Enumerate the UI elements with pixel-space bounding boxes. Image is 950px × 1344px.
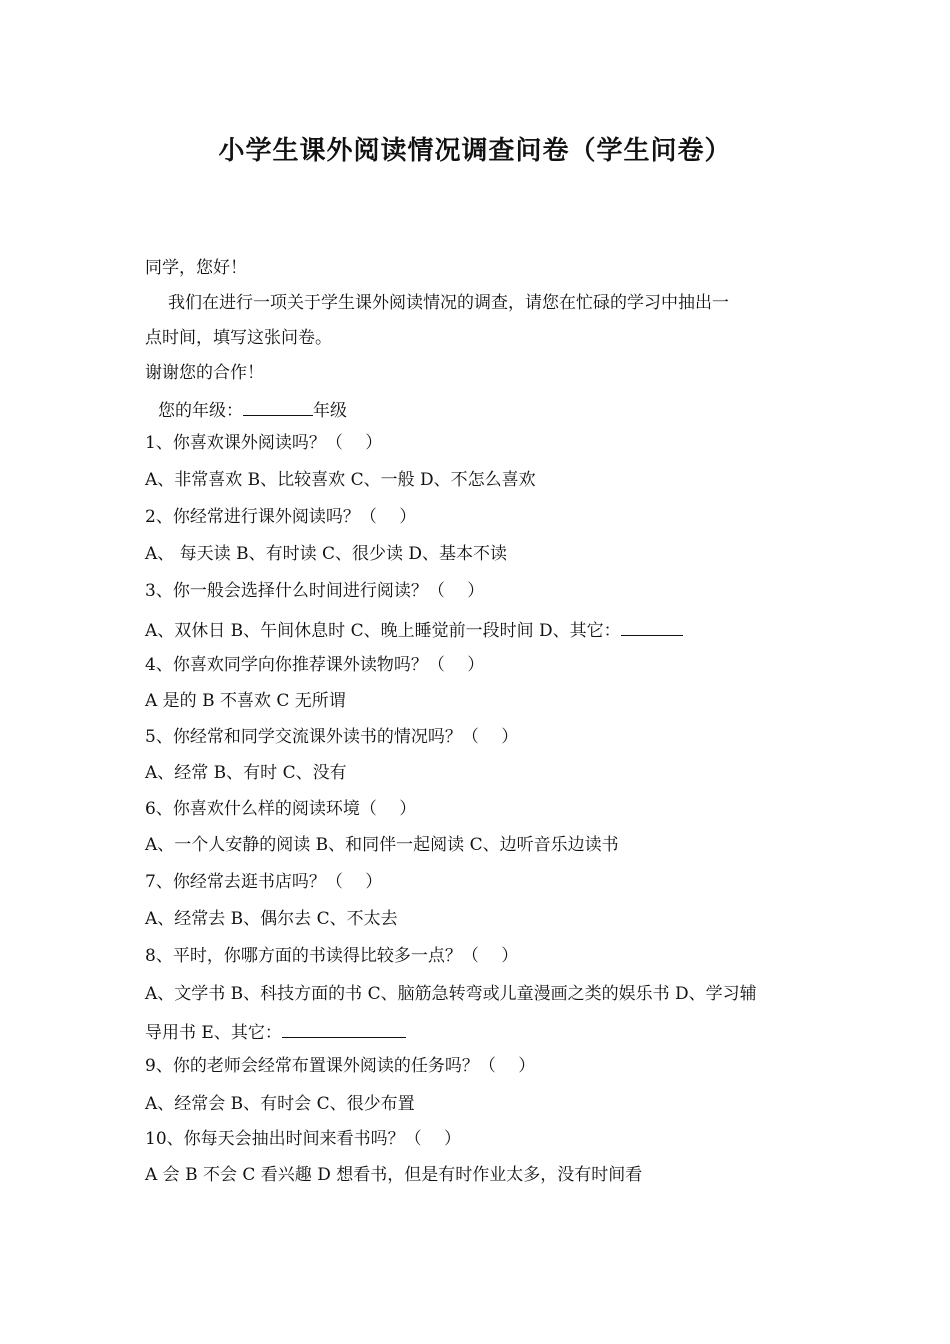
answers-3: A、双休日 B、午间休息时 C、晚上睡觉前一段时间 D、其它： bbox=[145, 621, 621, 641]
answers-3-row bbox=[145, 617, 815, 642]
question-10: 10、你每天会抽出时间来看书吗？（ ） bbox=[145, 1129, 462, 1149]
answers-5: A、经常 B、有时 C、没有 bbox=[145, 763, 347, 783]
answers-9: A、经常会 B、有时会 C、很少布置 bbox=[145, 1094, 415, 1114]
answers-8-continued: 导用书 E、其它： bbox=[145, 1023, 282, 1043]
question-8: 8、平时，你哪方面的书读得比较多一点？（ ） bbox=[145, 946, 519, 966]
question-9: 9、你的老师会经常布置课外阅读的任务吗？（ ） bbox=[145, 1056, 536, 1076]
question-2: 2、你经常进行课外阅读吗？（ ） bbox=[145, 507, 417, 527]
answers-8: A、文学书 B、科技方面的书 C、脑筋急转弯或儿童漫画之类的娱乐书 D、学习辅 bbox=[145, 984, 757, 1004]
answers-10: A 会 B 不会 C 看兴趣 D 想看书，但是有时作业太多，没有时间看 bbox=[145, 1165, 643, 1185]
question-4: 4、你喜欢同学向你推荐课外读物吗？（ ） bbox=[145, 655, 485, 675]
question-5: 5、你经常和同学交流课外读书的情况吗？（ ） bbox=[145, 727, 519, 747]
answers-1: A、非常喜欢 B、比较喜欢 C、一般 D、不怎么喜欢 bbox=[145, 470, 536, 490]
question-3: 3、你一般会选择什么时间进行阅读？（ ） bbox=[145, 581, 485, 601]
answers-7: A、经常去 B、偶尔去 C、不太去 bbox=[145, 909, 398, 929]
greeting: 同学，您好！ bbox=[145, 258, 247, 278]
thanks-text: 谢谢您的合作！ bbox=[145, 363, 264, 383]
other-blank-field-3[interactable] bbox=[621, 617, 683, 636]
question-6: 6、你喜欢什么样的阅读环境（ ） bbox=[145, 799, 417, 819]
grade-field-row bbox=[158, 397, 828, 422]
other-blank-field-8[interactable] bbox=[282, 1019, 406, 1038]
intro-line-2: 点时间，填写这张问卷。 bbox=[145, 328, 332, 348]
intro-line-1: 我们在进行一项关于学生课外阅读情况的调查，请您在忙碌的学习中抽出一 bbox=[168, 293, 729, 313]
page-title: 小学生课外阅读情况调查问卷（学生问卷） bbox=[218, 136, 732, 166]
grade-blank-field[interactable] bbox=[243, 397, 313, 416]
question-7: 7、你经常去逛书店吗？（ ） bbox=[145, 872, 383, 892]
grade-suffix: 年级 bbox=[313, 401, 347, 421]
answers-2: A、 每天读 B、有时读 C、很少读 D、基本不读 bbox=[145, 544, 508, 564]
grade-prefix: 您的年级： bbox=[158, 401, 243, 421]
answers-8-row-2 bbox=[145, 1019, 815, 1044]
answers-6: A、一个人安静的阅读 B、和同伴一起阅读 C、边听音乐边读书 bbox=[145, 835, 619, 855]
question-1: 1、你喜欢课外阅读吗？（ ） bbox=[145, 433, 383, 453]
answers-4: A 是的 B 不喜欢 C 无所谓 bbox=[145, 691, 346, 711]
